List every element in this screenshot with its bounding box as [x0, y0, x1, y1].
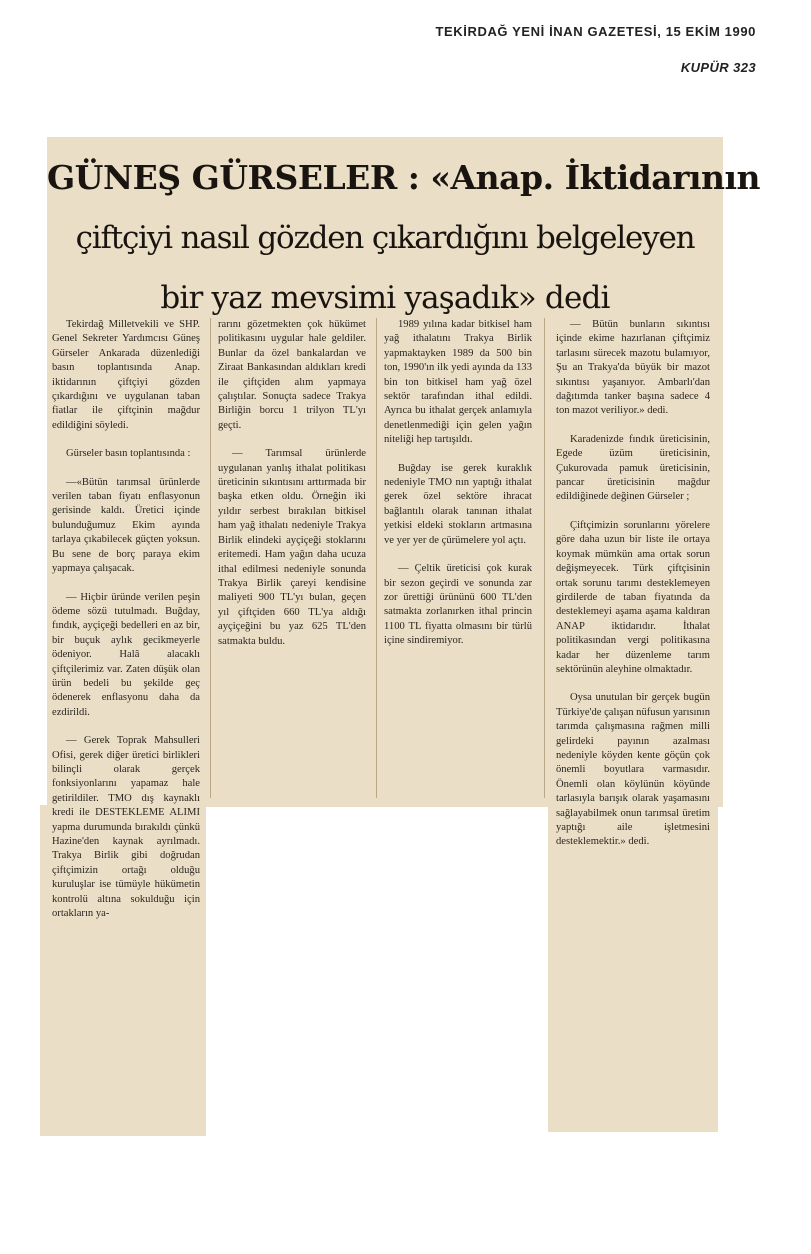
column-rule	[376, 318, 377, 798]
kupur-number: KUPÜR 323	[680, 60, 756, 75]
paragraph: — Gerek Toprak Mahsulleri Ofisi, gerek diğer üretici birlikleri bilinçli olarak gerçek fonksiyonlarını yapamaz hale getirildiler. TMO dış kaynaklı kredi ile DESTEKLEME ALIMI yapma durumunda bırakıldı çünkü Hazine'den kaynak ayrılmadı. Trakya Birlik gibi doğrudan çiftçimizin ortağı olduğu kuruluşlar ise tümüyle hükümetin kontrolü altına sokulduğu için ortakların ya-	[52, 735, 200, 920]
paragraph: Tekirdağ Milletvekili ve SHP. Genel Sekreter Yardımcısı Güneş Gürseler Ankarada düzenlediği basın toplantısında Anap. iktidarının çiftçiyi gözden çıkardığını ve uygulanan taban fiatlar ile çiftçinin mağdur edildiğini söyledi.	[52, 319, 200, 431]
paragraph: — Hiçbir üründe verilen peşin ödeme sözü tutulmadı. Buğday, fındık, ayçiçeği bedelleri en az bir, bir buçuk aylık gecikmeyerle ödeniyor. Halâ alacaklı çiftçilerimiz var. Zaten düşük olan ürün bedeli bu şekilde geç ödenerek enflasyonu daha da ezdirildi.	[52, 591, 200, 718]
paragraph: — Tarımsal ürünlerde uygulanan yanlış ithalat politikası üreticinin sıkıntısını arttırmada bir başka etken oldu. Örneğin iki yıldır serbest bırakılan bitkisel ham yağ ithalatı nedeniyle Trakya Birlik elindeki ayçiçeği stoklarını eritemedi. Ham yağın daha ucuza ithal edilmesi nedeniyle sonunda Trakya Birlik çareyi kendisine maliyeti 900 TL'yı bulan, geçen yıl çiftçiden 660 TL'ya aldığı ayçiçeğini bu yaz 625 TL'den satmakta buldu.	[218, 448, 366, 647]
article-column-4	[556, 318, 710, 864]
paragraph: Karadenizde fındık üreticisinin, Egede üzüm üreticisinin, Çukurovada pamuk üreticisinin, pancar üreticisinin mağdur edildiğinede değinen Gürseler ;	[556, 433, 710, 503]
article-column-3	[384, 318, 532, 663]
headline-line-3: bir yaz mevsimi yaşadık» dedi	[160, 280, 610, 316]
paragraph: 1989 yılına kadar bitkisel ham yağ ithalatını Trakya Birlik yapmaktayken 1989 da 500 bin ton, 1990'ın ilk yedi ayında da 133 bin ton bitkisel ham yağ özel sektör tarafından ithal edildi. Ayrıca bu ithalat gerçek anlamıyla denetlenmediği için gelen yağın niteliği hep tartışıldı.	[384, 319, 532, 446]
article-column-1	[52, 318, 200, 935]
paragraph: rarını gözetmekten çok hükümet politikasını uygular hale geldiler. Bunlar da özel bankalardan ve Ziraat Bankasından aldıkları kredi ile çiftçiden alım yapmaya çalıştılar. Sonuçta sadece Trakya Birliğin borcu 1 trilyon TL'yı geçti.	[218, 319, 366, 431]
headline-line-1: GÜNEŞ GÜRSELER : «Anap. İktidarının	[47, 158, 761, 197]
column-rule	[544, 318, 545, 798]
paragraph: — Çeltik üreticisi çok kurak bir sezon geçirdi ve sonunda zar zor ürettiği ürününü 600 TL'den satmakta zorlanırken ithal princin 1100 TL fiyatta olmasını bir türlü içine sindiremiyor.	[384, 563, 532, 647]
paragraph: — Bütün bunların sıkıntısı içinde ekime hazırlanan çiftçimiz tarlasını sürecek mazotu bulamıyor, Şu an Trakya'da büyük bir mazot sıkıntısı yaşanıyor. Ambarlı'dan dağıtımda tanker başına sadece 4 ton mazot veriliyor.» dedi.	[556, 319, 710, 417]
headline	[47, 148, 761, 328]
paragraph: Oysa unutulan bir gerçek bugün Türkiye'de çalışan nüfusun yarısının tarımda çalışmasına rağmen milli gelirdeki payının azalması nedeniyle köyden kente göçün çok önemli boyutlara varmasıdır. Önemli olan köylünün köyünde tarlasıyla barışık olarak yaşamasını sağlayabilmek onun tarımsal üretim yaptığı aile işletmesini desteklemektir.» dedi.	[556, 692, 711, 848]
source-header: TEKİRDAĞ YENİ İNAN GAZETESİ, 15 EKİM 1990	[435, 24, 756, 39]
article-column-2	[218, 318, 366, 663]
paragraph: —«Bütün tarımsal ürünlerde verilen taban fiyatı enflasyonun gerisinde kaldı. Üretici içinde bulunduğumuz Ekim ayında tarlaya çıkabilecek güçten yoksun. Bu sene de borç paraya ekim yapmaya çalışacak.	[52, 476, 200, 575]
paragraph: Gürseler basın toplantısında :	[66, 448, 191, 460]
paragraph: Buğday ise gerek kuraklık nedeniyle TMO nın yaptığı ithalat gerek özel sektöre ihracat bağlantılı olarak tanınan ithalat yetkisi eldeki stokların artmasına ve yer yer de çürümelere yol açtı.	[384, 462, 532, 546]
column-rule	[210, 318, 211, 798]
paragraph: Çiftçimizin sorunlarını yörelere göre daha uzun bir liste ile ortaya koymak mümkün ama ortak sorun değişmeyecek. Türk çiftçisinin ortak sorunu tarımı desteklemeyen girdilerde de taban fiyatında da desteklemeyi aşama aşama kaldıran ANAP iktidarıdır. İthalat politikasından vergi politikasına kadar her düzenleme tarım sektörünün aleyhine olmaktadır.	[556, 519, 710, 675]
headline-line-2: çiftçiyi nasıl gözden çıkardığını belgeleyen	[75, 220, 695, 256]
